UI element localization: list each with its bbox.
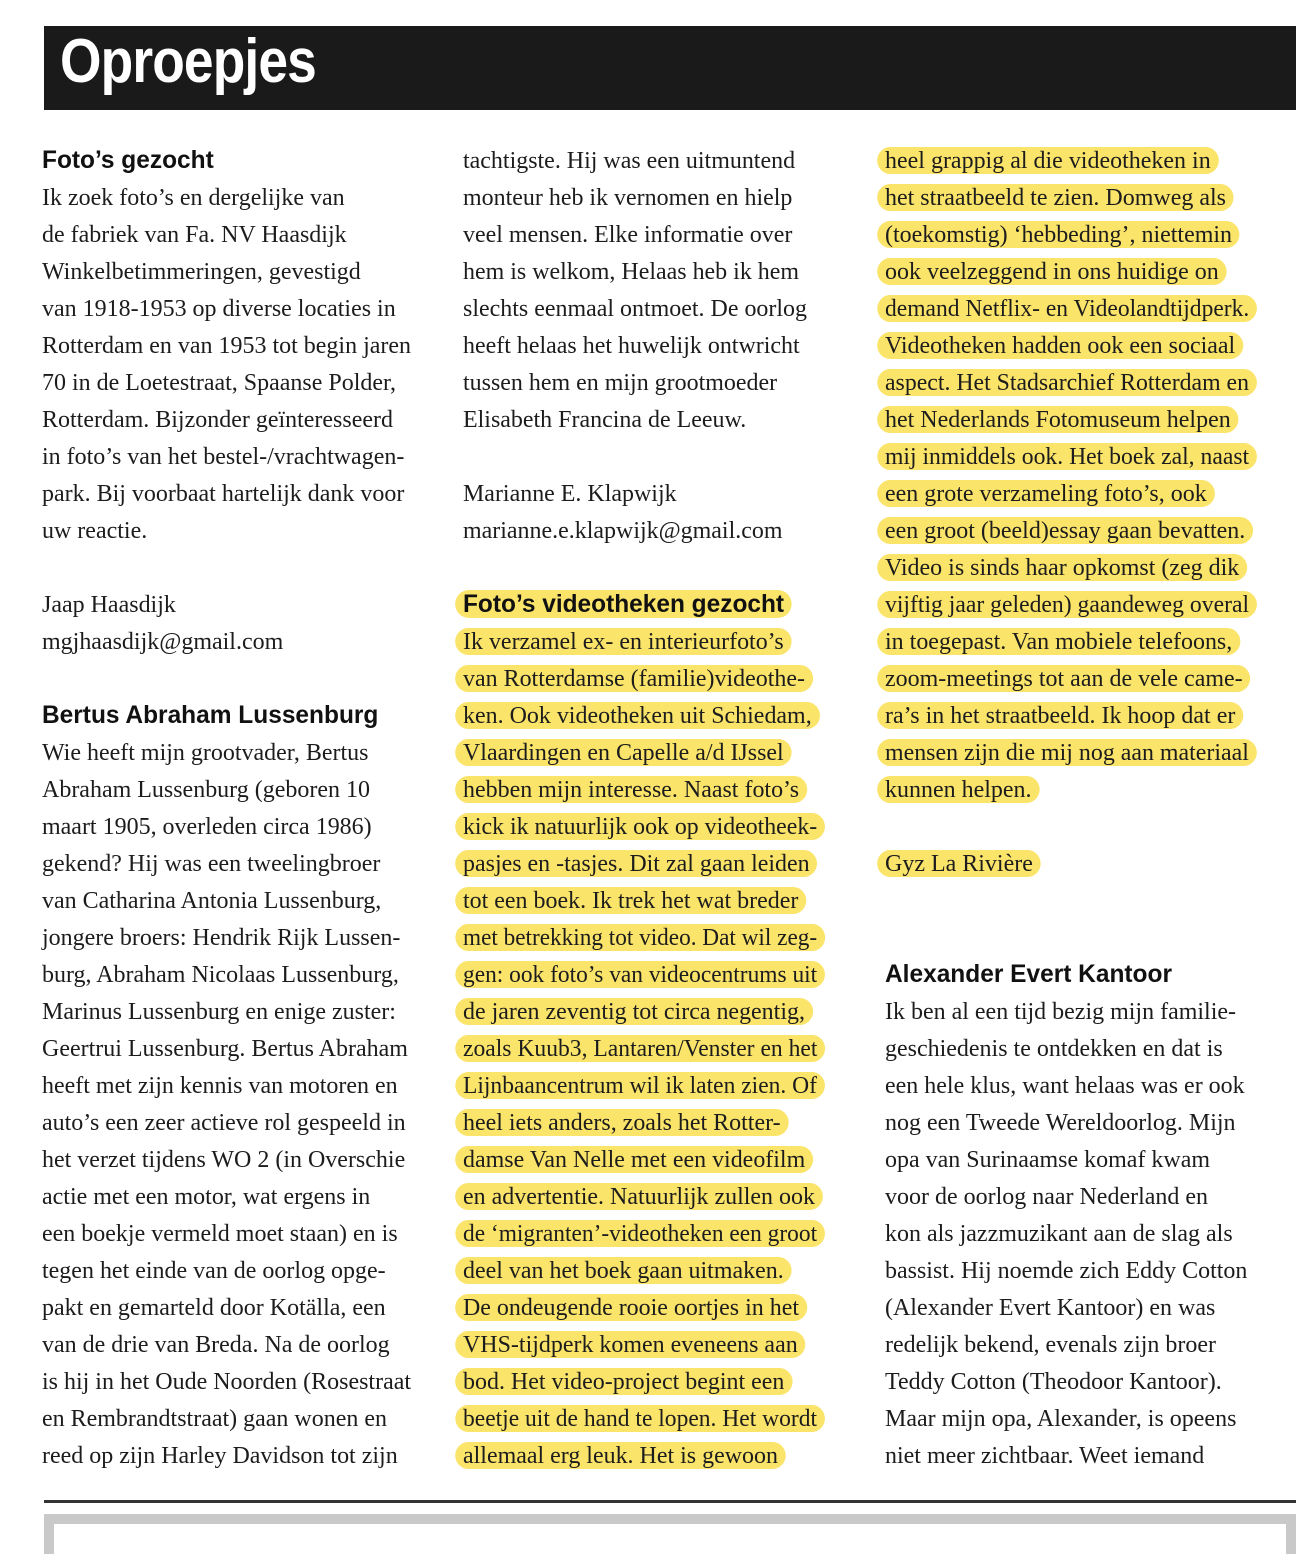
text-line: Rotterdam. Bijzonder geïnteresseerd bbox=[42, 406, 394, 433]
text-line: gekend? Hij was een tweelingbroer bbox=[42, 850, 381, 877]
text-line: (Alexander Evert Kantoor) en was bbox=[885, 1294, 1216, 1321]
text-line: pakt en gemarteld door Kotälla, een bbox=[42, 1294, 386, 1321]
text-line: van 1918-1953 op diverse locaties in bbox=[42, 295, 396, 322]
section-body-fotos-gezocht bbox=[42, 179, 422, 549]
text-line: jongere broers: Hendrik Rijk Lussen- bbox=[42, 924, 401, 951]
text-line: Maar mijn opa, Alexander, is opeens bbox=[885, 1405, 1237, 1432]
text-line: Marinus Lussenburg en enige zuster: bbox=[42, 998, 396, 1025]
text-line: de ‘migranten’-videotheken een groot bbox=[455, 1220, 824, 1247]
text-line: heel iets anders, zoals het Rotter- bbox=[455, 1109, 788, 1136]
text-line: Vlaardingen en Capelle a/d IJssel bbox=[455, 739, 791, 766]
text-line: monteur heb ik vernomen en hielp bbox=[463, 184, 793, 211]
text-line: een grote verzameling foto’s, ook bbox=[877, 480, 1214, 507]
text-line: zoals Kuub3, Lantaren/Venster en het bbox=[455, 1035, 825, 1062]
signature-name: Jaap Haasdijk bbox=[42, 591, 176, 618]
text-line: Teddy Cotton (Theodoor Kantoor). bbox=[885, 1368, 1222, 1395]
text-line: opa van Surinaamse komaf kwam bbox=[885, 1146, 1211, 1173]
text-line: en advertentie. Natuurlijk zullen ook bbox=[455, 1183, 823, 1210]
text-line: het Nederlands Fotomuseum helpen bbox=[877, 406, 1238, 433]
text-line: slechts eenmaal ontmoet. De oorlog bbox=[463, 295, 808, 322]
text-line: Winkelbetimmeringen, gevestigd bbox=[42, 258, 361, 285]
text-line: damse Van Nelle met een videofilm bbox=[455, 1146, 813, 1173]
text-line: auto’s een zeer actieve rol gespeeld in bbox=[42, 1109, 406, 1136]
column-2 bbox=[463, 142, 833, 1474]
section-heading-fotos-gezocht: Foto’s gezocht bbox=[42, 146, 214, 174]
text-line: 70 in de Loetestraat, Spaanse Polder, bbox=[42, 369, 397, 396]
text-line: tussen hem en mijn grootmoeder bbox=[463, 369, 778, 396]
text-line: allemaal erg leuk. Het is gewoon bbox=[455, 1442, 786, 1469]
text-line: een hele klus, want helaas was er ook bbox=[885, 1072, 1245, 1099]
text-line: vijftig jaar geleden) gaandeweg overal bbox=[877, 591, 1256, 618]
text-line: het verzet tijdens WO 2 (in Overschie bbox=[42, 1146, 406, 1173]
text-line: in toegepast. Van mobiele telefoons, bbox=[877, 628, 1240, 655]
text-line: het straatbeeld te zien. Domweg als bbox=[877, 184, 1234, 211]
text-line: ook veelzeggend in ons huidige on bbox=[877, 258, 1226, 285]
text-line: kunnen helpen. bbox=[877, 776, 1039, 803]
text-line: Ik verzamel ex- en interieurfoto’s bbox=[455, 628, 791, 655]
text-line: Geertrui Lussenburg. Bertus Abraham bbox=[42, 1035, 408, 1062]
signature-name: Marianne E. Klapwijk bbox=[463, 480, 677, 507]
text-line: niet meer zichtbaar. Weet iemand bbox=[885, 1442, 1205, 1469]
text-line: heeft helaas het huwelijk ontwricht bbox=[463, 332, 800, 359]
text-line: van Catharina Antonia Lussenburg, bbox=[42, 887, 382, 914]
text-line: met betrekking tot video. Dat wil zeg- bbox=[455, 924, 824, 951]
text-line: Rotterdam en van 1953 tot begin jaren bbox=[42, 332, 412, 359]
text-line: gen: ook foto’s van videocentrums uit bbox=[455, 961, 824, 988]
text-line: ken. Ook videotheken uit Schiedam, bbox=[455, 702, 819, 729]
text-line: een boekje vermeld moet staan) en is bbox=[42, 1220, 398, 1247]
text-line: tegen het einde van de oorlog opge- bbox=[42, 1257, 386, 1284]
text-line: park. Bij voorbaat hartelijk dank voor bbox=[42, 480, 405, 507]
text-line: zoom-meetings tot aan de vele came- bbox=[877, 665, 1250, 692]
section-body-bertus-continued bbox=[463, 142, 833, 438]
text-line: de fabriek van Fa. NV Haasdijk bbox=[42, 221, 347, 248]
text-line: mensen zijn die mij nog aan materiaal bbox=[877, 739, 1256, 766]
section-heading-videotheken: Foto’s videotheken gezocht bbox=[455, 590, 792, 618]
text-line: ra’s in het straatbeeld. Ik hoop dat er bbox=[877, 702, 1243, 729]
text-line: mij inmiddels ook. Het boek zal, naast bbox=[877, 443, 1257, 470]
text-line: demand Netflix- en Videolandtijdperk. bbox=[877, 295, 1257, 322]
text-line: veel mensen. Elke informatie over bbox=[463, 221, 793, 248]
page-title: Oproepjes bbox=[60, 27, 316, 96]
text-line: bod. Het video-project begint een bbox=[455, 1368, 792, 1395]
text-line: nog een Tweede Wereldoorlog. Mijn bbox=[885, 1109, 1236, 1136]
text-line: Abraham Lussenburg (geboren 10 bbox=[42, 776, 370, 803]
text-line: heel grappig al die videotheken in bbox=[877, 147, 1218, 174]
text-line: De ondeugende rooie oortjes in het bbox=[455, 1294, 807, 1321]
text-line: heeft met zijn kennis van motoren en bbox=[42, 1072, 398, 1099]
section-body-bertus bbox=[42, 734, 422, 1474]
text-line: Wie heeft mijn grootvader, Bertus bbox=[42, 739, 369, 766]
column-1 bbox=[42, 142, 422, 1474]
text-line: bassist. Hij noemde zich Eddy Cotton bbox=[885, 1257, 1248, 1284]
text-line: hebben mijn interesse. Naast foto’s bbox=[455, 776, 807, 803]
text-line: (toekomstig) ‘hebbeding’, niettemin bbox=[877, 221, 1240, 248]
text-line: uw reactie. bbox=[42, 517, 148, 544]
text-line: maart 1905, overleden circa 1986) bbox=[42, 813, 372, 840]
text-line: pasjes en -tasjes. Dit zal gaan leiden bbox=[455, 850, 817, 877]
text-line: actie met een motor, wat ergens in bbox=[42, 1183, 371, 1210]
column-3 bbox=[885, 142, 1265, 1474]
text-line: voor de oorlog naar Nederland en bbox=[885, 1183, 1209, 1210]
section-heading-bertus: Bertus Abraham Lussenburg bbox=[42, 701, 379, 729]
section-heading-alexander: Alexander Evert Kantoor bbox=[885, 960, 1172, 988]
text-line: hem is welkom, Helaas heb ik hem bbox=[463, 258, 800, 285]
text-line: Ik ben al een tijd bezig mijn familie- bbox=[885, 998, 1237, 1025]
text-line: burg, Abraham Nicolaas Lussenburg, bbox=[42, 961, 399, 988]
section-body-alexander bbox=[885, 993, 1265, 1474]
text-line: de jaren zeventig tot circa negentig, bbox=[455, 998, 813, 1025]
signature-email[interactable]: marianne.e.klapwijk@gmail.com bbox=[463, 517, 783, 544]
highlighted-section-videotheken bbox=[463, 586, 833, 1474]
text-line: aspect. Het Stadsarchief Rotterdam en bbox=[877, 369, 1257, 396]
text-line: van Rotterdamse (familie)videothe- bbox=[455, 665, 813, 692]
text-line: tachtigste. Hij was een uitmuntend bbox=[463, 147, 796, 174]
next-section-frame bbox=[44, 1514, 1296, 1554]
signature-email[interactable]: mgjhaasdijk@gmail.com bbox=[42, 628, 284, 655]
text-line: reed op zijn Harley Davidson tot zijn bbox=[42, 1442, 398, 1469]
text-line: en Rembrandtstraat) gaan wonen en bbox=[42, 1405, 388, 1432]
text-line: deel van het boek gaan uitmaken. bbox=[455, 1257, 791, 1284]
text-line: Elisabeth Francina de Leeuw. bbox=[463, 406, 747, 433]
highlighted-section-videotheken-continued bbox=[885, 142, 1265, 882]
bottom-divider bbox=[44, 1500, 1296, 1503]
text-line: in foto’s van het bestel-/vrachtwagen- bbox=[42, 443, 405, 470]
text-line: beetje uit de hand te lopen. Het wordt bbox=[455, 1405, 824, 1432]
text-line: een groot (beeld)essay gaan bevatten. bbox=[877, 517, 1253, 544]
text-line: Lijnbaancentrum wil ik laten zien. Of bbox=[455, 1072, 824, 1099]
text-line: is hij in het Oude Noorden (Rosestraat bbox=[42, 1368, 412, 1395]
text-line: tot een boek. Ik trek het wat breder bbox=[455, 887, 806, 914]
text-line: Ik zoek foto’s en dergelijke van bbox=[42, 184, 345, 211]
text-line: van de drie van Breda. Na de oorlog bbox=[42, 1331, 390, 1358]
text-line: Videotheken hadden ook een sociaal bbox=[877, 332, 1243, 359]
text-line: kick ik natuurlijk ook op videotheek- bbox=[455, 813, 825, 840]
text-line: Video is sinds haar opkomst (zeg dik bbox=[877, 554, 1247, 581]
text-line: kon als jazzmuzikant aan de slag als bbox=[885, 1220, 1233, 1247]
text-line: VHS-tijdperk komen eveneens aan bbox=[455, 1331, 805, 1358]
text-line: redelijk bekend, evenals zijn broer bbox=[885, 1331, 1217, 1358]
text-line: geschiedenis te ontdekken en dat is bbox=[885, 1035, 1223, 1062]
signature-name: Gyz La Rivière bbox=[877, 850, 1041, 877]
